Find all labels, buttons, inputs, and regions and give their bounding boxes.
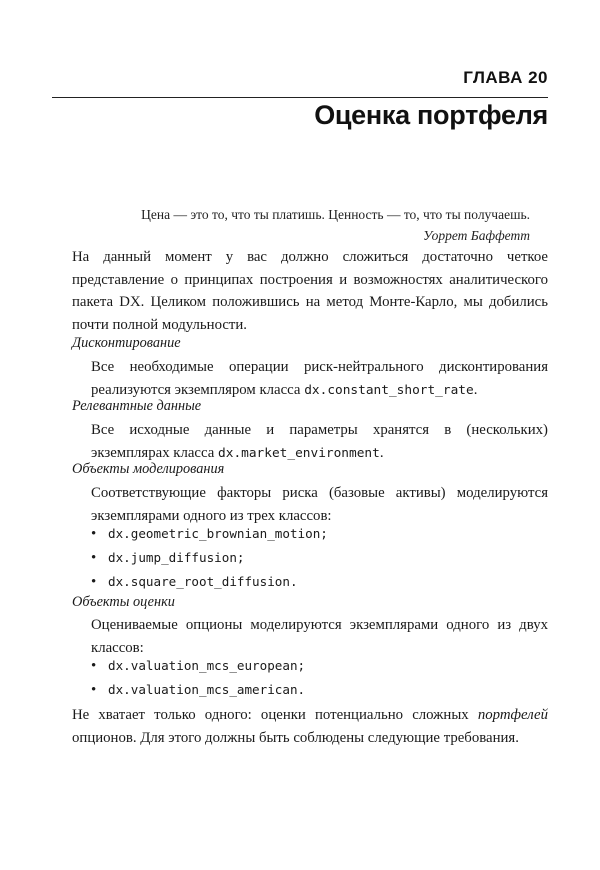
emphasis-portfolios: портфелей bbox=[477, 707, 548, 723]
closing-paragraph: Не хватает только одного: оценки потенциально сложных портфелей опционов. Для этого должны быть соблюдены следующие требования. bbox=[72, 707, 548, 746]
list-item: • dx.square_root_diffusion. bbox=[91, 571, 328, 593]
term-simulation-objects-text: Соответствующие факторы риска (базовые активы) моделируются экземплярами одного из трех классов: bbox=[91, 485, 548, 524]
chapter-rule bbox=[52, 97, 548, 98]
list-item: • dx.valuation_mcs_american. bbox=[91, 679, 305, 701]
list-item: • dx.geometric_brownian_motion; bbox=[91, 523, 328, 545]
epigraph-author: Уоррет Баффетт bbox=[423, 228, 530, 243]
term-relevant-data-text: Все исходные данные и параметры хранятся в (нескольких) экземплярах класса dx.market_environment. bbox=[91, 422, 548, 461]
chapter-label: ГЛАВА 20 bbox=[463, 68, 548, 87]
valuation-class-list bbox=[91, 655, 305, 703]
chapter-title: Оценка портфеля bbox=[314, 100, 548, 130]
code-market-environment: dx.market_environment bbox=[218, 445, 380, 461]
term-discounting-text: Все необходимые операции риск-нейтрального дисконтирования реализуются экземпляром класса dx.constant_short_rate. bbox=[91, 359, 548, 398]
term-simulation-objects-title: Объекты моделирования bbox=[72, 461, 225, 477]
list-item: • dx.valuation_mcs_european; bbox=[91, 655, 305, 677]
epigraph-quote: Цена — это то, что ты платишь. Ценность — то, что ты получаешь. bbox=[141, 207, 530, 222]
term-discounting-title: Дисконтирование bbox=[72, 335, 181, 351]
term-valuation-objects-title: Объекты оценки bbox=[72, 594, 175, 610]
intro-paragraph: На данный момент у вас должно сложиться достаточно четкое представление о принципах построения и возможностях аналитического пакета DX. Целиком положившись на метод Монте-Карло, мы добились почти полной модульности. bbox=[72, 249, 548, 333]
term-relevant-data-title: Релевантные данные bbox=[72, 398, 202, 414]
term-valuation-objects-text: Оцениваемые опционы моделируются экземплярами одного из двух классов: bbox=[91, 617, 548, 656]
simulation-class-list bbox=[91, 523, 328, 595]
epigraph bbox=[70, 204, 530, 246]
list-item: • dx.jump_diffusion; bbox=[91, 547, 328, 569]
code-constant-short-rate: dx.constant_short_rate bbox=[304, 382, 474, 398]
